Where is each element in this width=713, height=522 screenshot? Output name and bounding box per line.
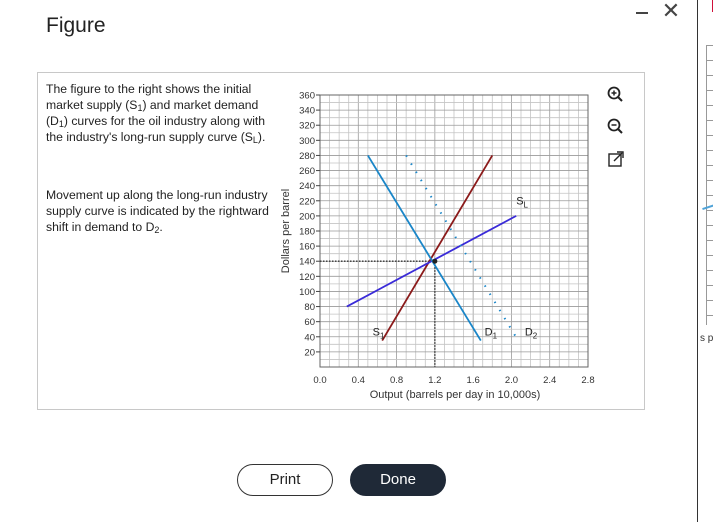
y-tick-label: 260 [299, 166, 315, 178]
curve-label-S1: $S_1$ [372, 326, 385, 341]
curve-label-D2: $D_2$ [524, 326, 538, 341]
y-tick-label: 160 [299, 241, 315, 253]
y-tick-label: 80 [304, 302, 315, 314]
curve-label-SL: $S_L$ [516, 195, 529, 210]
y-axis-label: Dollars per barrel [280, 188, 292, 274]
x-tick-label: 0.4 [351, 375, 365, 386]
done-button[interactable]: Done [350, 464, 446, 496]
x-tick-label: 0.8 [389, 375, 404, 386]
y-tick-label: 280 [299, 150, 315, 162]
external-link-icon[interactable] [607, 150, 625, 168]
print-button[interactable]: Print [237, 464, 333, 496]
x-tick-label: 2.8 [581, 375, 595, 386]
background-window-edge: s p [697, 0, 713, 522]
close-icon[interactable]: ✕ [661, 0, 681, 23]
y-tick-label: 360 [299, 90, 315, 102]
x-tick-label: 0.0 [313, 375, 327, 386]
y-tick-label: 240 [299, 181, 315, 193]
x-tick-label: 1.6 [466, 375, 480, 386]
curve-D2 [406, 155, 518, 340]
x-tick-label: 2.0 [504, 375, 519, 386]
y-tick-label: 100 [299, 286, 315, 298]
window-title: Figure [46, 14, 106, 37]
y-tick-label: 200 [299, 211, 315, 223]
y-tick-label: 60 [304, 317, 315, 329]
y-tick-label: 220 [299, 196, 315, 208]
x-tick-label: 2.4 [543, 375, 557, 386]
zoom-in-icon[interactable] [606, 85, 624, 103]
y-tick-label: 20 [304, 347, 315, 359]
y-tick-label: 320 [299, 120, 315, 132]
curve-label-D1: $D_1$ [484, 326, 498, 341]
equilibrium-point [432, 259, 437, 264]
y-tick-label: 340 [299, 105, 315, 117]
y-tick-label: 300 [299, 135, 315, 147]
movement-text: Movement up along the long-run industry supply curve is indicated by the rightward shift in demand to $D_2$. [46, 188, 269, 235]
y-tick-label: 140 [299, 256, 315, 268]
x-axis-label: Output (barrels per day in 10,000s) [369, 389, 541, 401]
x-tick-label: 1.2 [428, 375, 442, 386]
zoom-out-icon[interactable] [606, 117, 624, 135]
curve-S1 [382, 155, 492, 340]
y-tick-label: 180 [299, 226, 315, 238]
intro-text: The figure to the right shows the initial market supply $(S_1)$ and market demand $(D_1)$ curves for the oil industry along with the industry's long-run supply curve $(S_L)$. [46, 82, 266, 145]
y-tick-label: 40 [304, 332, 315, 344]
y-tick-label: 120 [299, 271, 315, 283]
